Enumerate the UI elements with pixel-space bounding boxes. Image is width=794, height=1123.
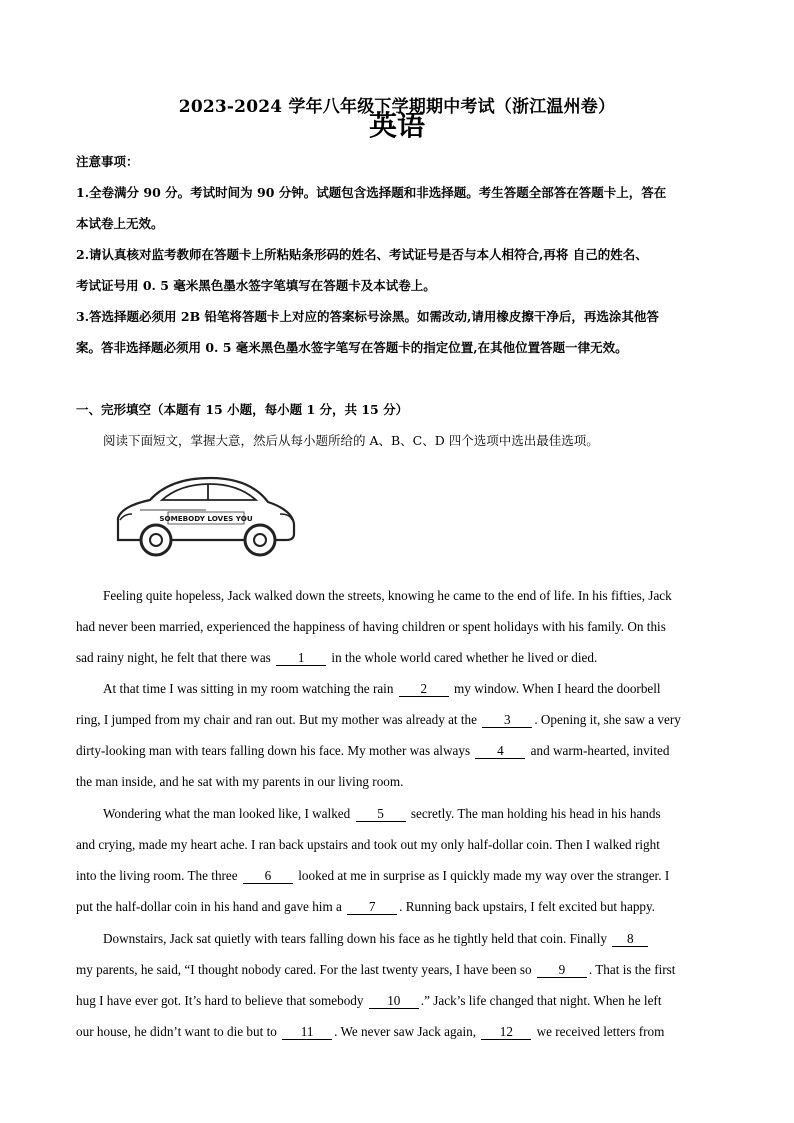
passage-line: into the living room. The three 6 looked at me in surprise as I quickly made my way over the stranger. I — [76, 868, 670, 883]
passage-line: and crying, made my heart ache. I ran back upstairs and took out my only half-dollar coin. Then I walked right — [76, 837, 660, 852]
blank-8[interactable]: 8 — [612, 932, 648, 947]
passage-line: sad rainy night, he felt that there was 1 in the whole world cared whether he lived or died. — [76, 650, 598, 665]
passage-line: had never been married, experienced the happiness of having children or spent holidays with his family. On this — [76, 619, 666, 634]
blank-1[interactable]: 1 — [276, 651, 326, 666]
blank-12[interactable]: 12 — [481, 1025, 531, 1040]
passage-line: Wondering what the man looked like, I walked 5 secretly. The man holding his head in his hands — [103, 806, 661, 821]
passage-line: ring, I jumped from my chair and ran out. But my mother was already at the 3 . Opening it, she saw a very — [76, 712, 681, 727]
passage-line: put the half-dollar coin in his hand and gave him a 7 . Running back upstairs, I felt excited but happy. — [76, 899, 656, 914]
passage-line: Feeling quite hopeless, Jack walked down the streets, knowing he came to the end of life. In his fifties, Jack — [103, 588, 672, 603]
notice-heading: 注意事项： — [76, 154, 139, 169]
blank-6[interactable]: 6 — [243, 869, 293, 884]
section-title: 一、完形填空（本题有 15 小题，每小题 1 分，共 15 分） — [76, 402, 409, 417]
blank-5[interactable]: 5 — [356, 807, 406, 822]
blank-9[interactable]: 9 — [537, 963, 587, 978]
passage-line: At that time I was sitting in my room watching the rain 2 my window. When I heard the doorbell — [103, 681, 661, 696]
passage-line: our house, he didn’t want to die but to 11 . We never saw Jack again, 12 we received letters from — [76, 1024, 665, 1039]
notice-line: 案。答非选择题必须用 0. 5 毫米黑色墨水签字笔写在答题卡的指定位置,在其他位置答题一律无效。 — [76, 340, 628, 355]
passage-line: dirty-looking man with tears falling down his face. My mother was always 4 and warm-hearted, invited — [76, 743, 670, 758]
blank-2[interactable]: 2 — [399, 682, 449, 697]
notice-line: 2.请认真核对监考教师在答题卡上所粘贴条形码的姓名、考试证号是否与本人相符合,再将 自己的姓名、 — [76, 247, 648, 262]
passage-line: the man inside, and he sat with my parents in our living room. — [76, 774, 404, 789]
exam-title: 2023-2024 学年八年级下学期期中考试（浙江温州卷） — [178, 97, 616, 117]
notice-line: 考试证号用 0. 5 毫米黑色墨水签字笔填写在答题卡及本试卷上。 — [76, 278, 436, 293]
subject-title: 英语 — [368, 109, 425, 142]
notice-line: 1.全卷满分 90 分。考试时间为 90 分钟。试题包含选择题和非选择题。考生答题全部答在答题卡上，答在 — [76, 185, 667, 200]
blank-3[interactable]: 3 — [482, 713, 532, 728]
notice-line: 本试卷上无效。 — [76, 216, 164, 231]
passage-line: hug I have ever got. It’s hard to believe that somebody 10 .” Jack’s life changed that night. When he left — [76, 993, 662, 1008]
passage-line: my parents, he said, “I thought nobody cared. For the last twenty years, I have been so 9 . That is the first — [76, 962, 676, 977]
passage-line: Downstairs, Jack sat quietly with tears falling down his face as he tightly held that coin. Finally 8 — [103, 931, 650, 947]
blank-4[interactable]: 4 — [475, 744, 525, 759]
blank-10[interactable]: 10 — [369, 994, 419, 1009]
notice-line: 3.答选择题必须用 2B 铅笔将答题卡上对应的答案标号涂黑。如需改动,请用橡皮擦干净后，再选涂其他答 — [76, 309, 659, 324]
car-sign-text: SOMEBODY LOVES YOU — [159, 514, 253, 523]
blank-11[interactable]: 11 — [282, 1025, 332, 1040]
blank-7[interactable]: 7 — [347, 900, 397, 915]
car-illustration — [110, 470, 300, 562]
section-instruction: 阅读下面短文，掌握大意，然后从每小题所给的 A、B、C、D 四个选项中选出最佳选项。 — [103, 433, 599, 448]
